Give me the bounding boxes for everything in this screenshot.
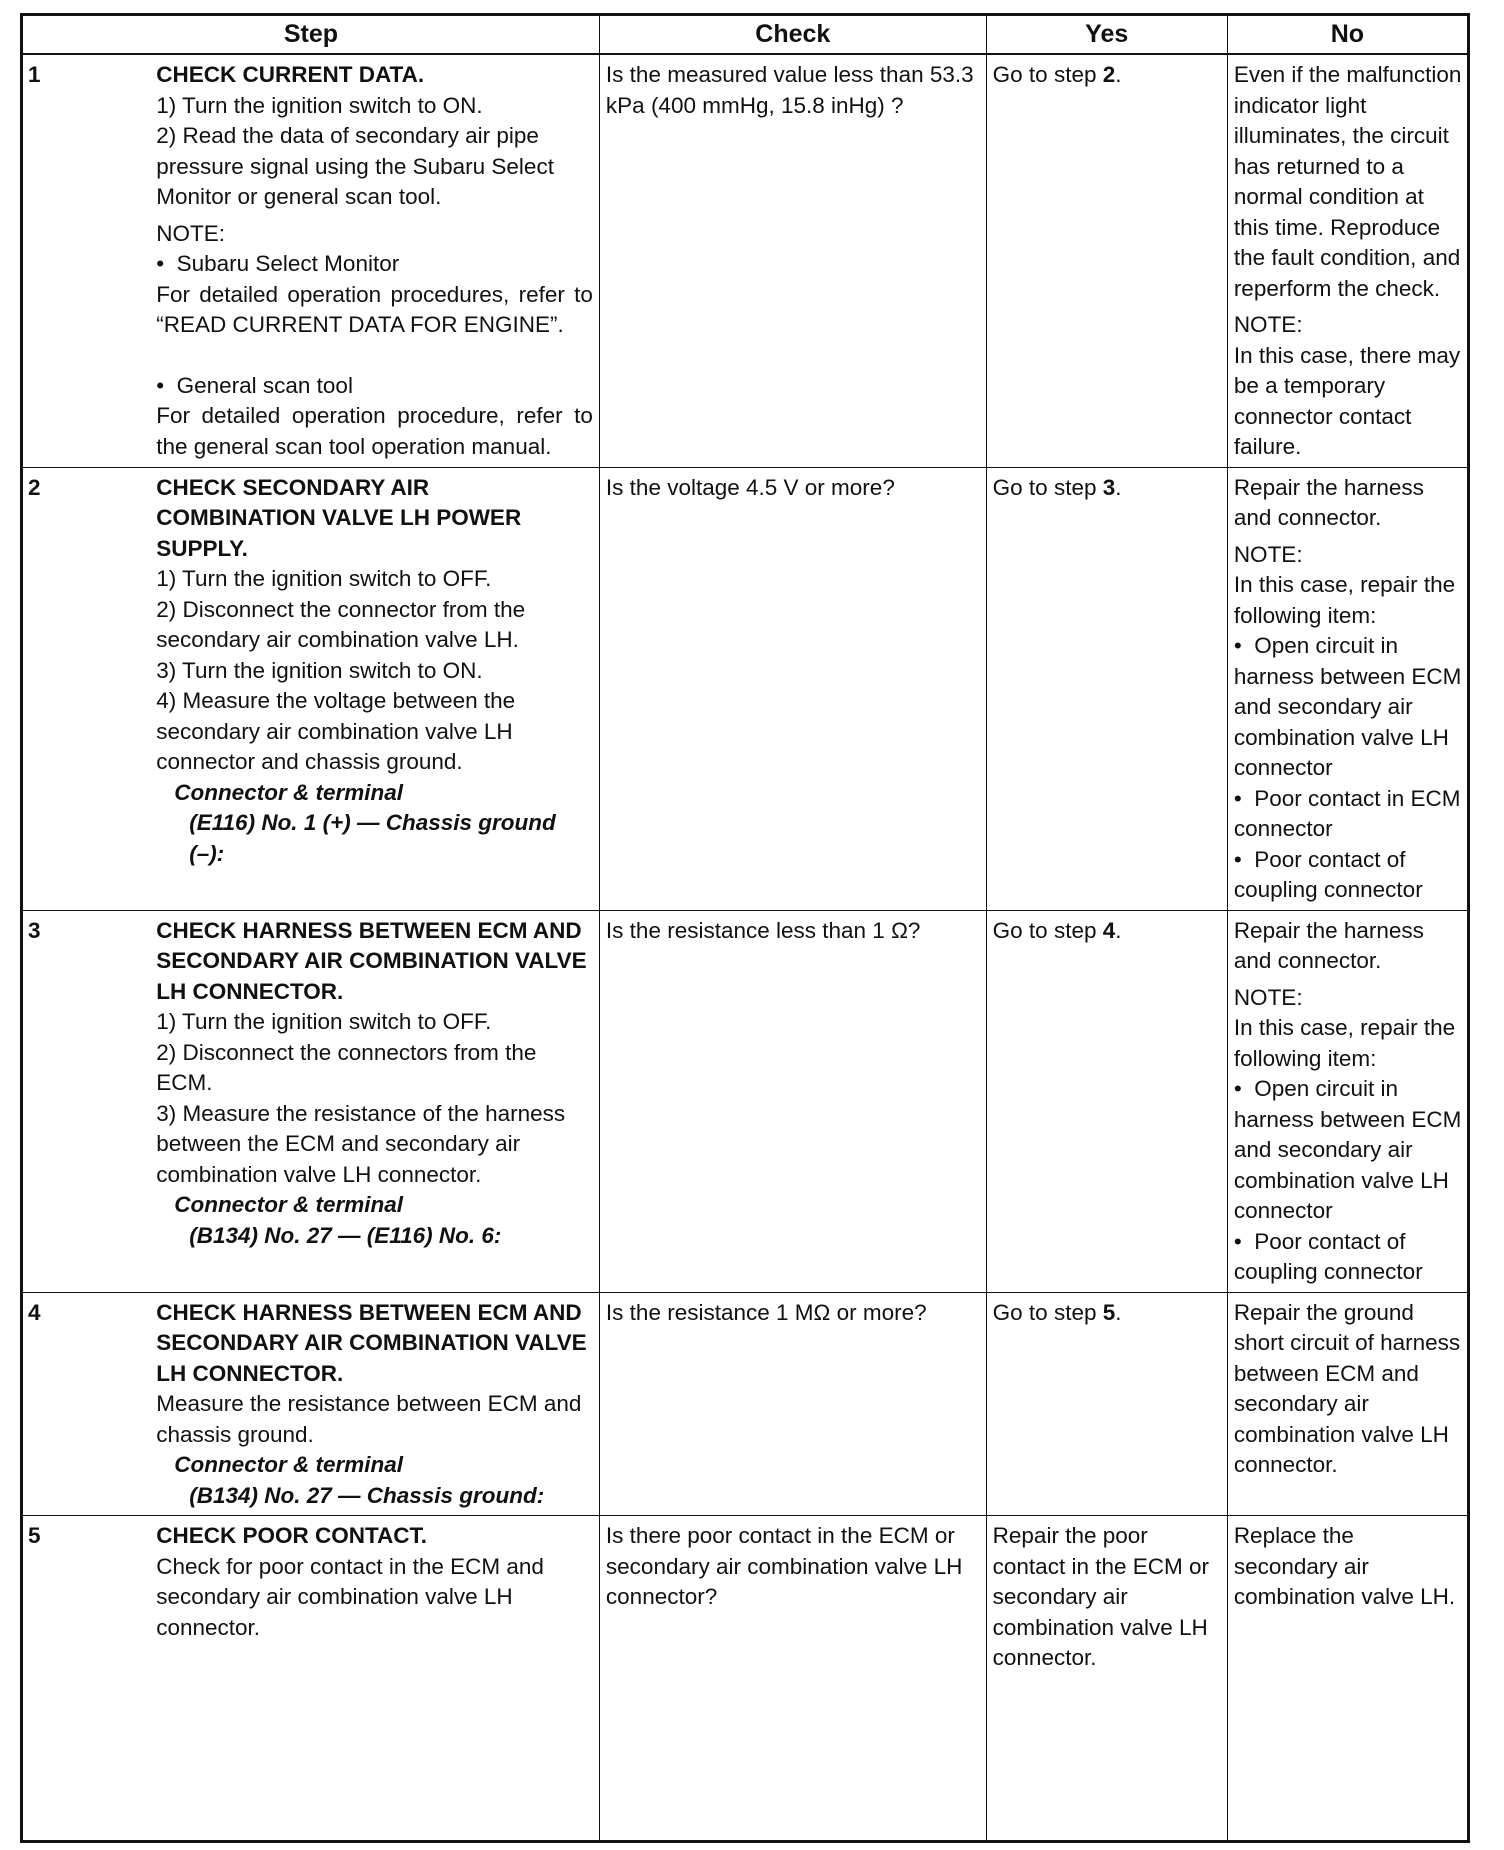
step-instruction: 2) Disconnect the connector from the secondary air combination valve LH.: [156, 596, 526, 652]
no-note-bullet: • Poor contact of coupling connector: [1234, 1227, 1463, 1288]
step-instruction: 3) Measure the resistance of the harness between the ECM and secondary air combination valve LH connector.: [156, 1100, 566, 1187]
header-no: No: [1227, 15, 1468, 55]
check-cell: [599, 54, 986, 467]
check-cell: [599, 910, 986, 1292]
connector-label: Connector & terminal: [174, 1192, 403, 1217]
yes-cell: [986, 910, 1227, 1292]
step-cell: [156, 1292, 599, 1516]
no-note-bullet: • Poor contact of coupling connector: [1234, 845, 1463, 906]
step-cell: [156, 54, 599, 467]
step-cell: [156, 1516, 599, 1842]
no-note-bullet: • Open circuit in harness between ECM and secondary air combination valve LH connector: [1234, 631, 1463, 784]
step-title: CHECK HARNESS BETWEEN ECM AND SECONDARY AIR COMBINATION VALVE LH CONNECTOR.: [156, 1299, 587, 1386]
step-number: 4: [22, 1292, 157, 1516]
yes-cell: [986, 467, 1227, 910]
step-note-text: For detailed operation procedures, refer to “READ CURRENT DATA FOR ENGINE”.: [156, 281, 593, 337]
no-cell: [1227, 1292, 1468, 1516]
check-cell: [599, 467, 986, 910]
step-instruction: 2) Read the data of secondary air pipe pressure signal using the Subaru Select Monitor or general scan tool.: [156, 123, 554, 209]
yes-action: Go to step 4.: [992, 917, 1122, 943]
no-action: Repair the ground short circuit of harness between ECM and secondary air combination valve LH connector.: [1233, 1299, 1461, 1477]
no-note-text: In this case, repair the following item:: [1233, 1015, 1456, 1071]
check-question: Is the measured value less than 53.3 kPa (400 mmHg, 15.8 inHg) ?: [605, 62, 974, 118]
check-cell: [599, 1516, 986, 1842]
step-instruction: 3) Turn the ignition switch to ON.: [156, 657, 483, 683]
table-row: [22, 1292, 1469, 1516]
yes-cell: [986, 1292, 1227, 1516]
no-action: Repair the harness and connector.: [1233, 917, 1424, 973]
step-instruction: 1) Turn the ignition switch to OFF.: [156, 566, 492, 591]
terminal-spec: (B134) No. 27 — (E116) No. 6:: [189, 1222, 502, 1248]
step-instruction: Check for poor contact in the ECM and secondary air combination valve LH connector.: [156, 1553, 544, 1640]
yes-action: Go to step 2.: [992, 62, 1122, 87]
table-row: [22, 910, 1469, 1292]
no-note-text: In this case, there may be a temporary connector contact failure.: [1233, 342, 1461, 459]
step-cell: [156, 910, 599, 1292]
table-row: [22, 1516, 1469, 1842]
step-number: 3: [22, 910, 157, 1292]
connector-label: Connector & terminal: [174, 1452, 403, 1477]
step-number: 1: [22, 54, 157, 467]
yes-cell: [986, 54, 1227, 467]
no-note-label: NOTE:: [1233, 312, 1303, 337]
header-step: Step: [22, 15, 600, 55]
step-instruction: 2) Disconnect the connectors from the ECM.: [156, 1039, 537, 1095]
table-row: [22, 467, 1469, 910]
no-cell: [1227, 54, 1468, 467]
step-title: CHECK POOR CONTACT.: [156, 1523, 428, 1548]
yes-action: Go to step 5.: [992, 1299, 1122, 1325]
diagnostic-table: [20, 13, 1470, 1843]
no-note-text: In this case, repair the following item:: [1233, 572, 1456, 628]
check-question: Is the resistance 1 MΩ or more?: [605, 1299, 927, 1325]
no-note-label: NOTE:: [1233, 541, 1303, 567]
no-cell: [1227, 910, 1468, 1292]
step-note-text: For detailed operation procedure, refer to the general scan tool operation manual.: [156, 403, 593, 459]
header-yes: Yes: [986, 15, 1227, 55]
step-title: CHECK HARNESS BETWEEN ECM AND SECONDARY AIR COMBINATION VALVE LH CONNECTOR.: [156, 917, 587, 1004]
no-note-bullet: • Poor contact in ECM connector: [1234, 784, 1463, 845]
step-cell: [156, 467, 599, 910]
no-cell: [1227, 467, 1468, 910]
yes-action: Go to step 3.: [992, 474, 1122, 500]
check-question: Is the resistance less than 1 Ω?: [605, 917, 921, 943]
header-row: [22, 15, 1469, 55]
no-cell: [1227, 1516, 1468, 1842]
header-check: Check: [599, 15, 986, 55]
step-note-bullet: • General scan tool: [156, 371, 593, 402]
step-instruction: 1) Turn the ignition switch to ON.: [156, 92, 483, 118]
terminal-spec: (B134) No. 27 — Chassis ground:: [189, 1482, 545, 1508]
check-question: Is the voltage 4.5 V or more?: [605, 474, 895, 500]
step-title: CHECK CURRENT DATA.: [156, 62, 425, 87]
step-instruction: 4) Measure the voltage between the secondary air combination valve LH connector and chassis ground.: [156, 688, 516, 774]
connector-label: Connector & terminal: [174, 779, 403, 805]
step-title: CHECK SECONDARY AIR COMBINATION VALVE LH POWER SUPPLY.: [156, 474, 522, 561]
yes-action: Repair the poor contact in the ECM or secondary air combination valve LH connector.: [992, 1523, 1209, 1670]
step-instruction: 1) Turn the ignition switch to OFF.: [156, 1009, 492, 1034]
yes-cell: [986, 1516, 1227, 1842]
terminal-spec: (E116) No. 1 (+) — Chassis ground (–):: [189, 810, 556, 866]
no-note-label: NOTE:: [1233, 984, 1303, 1010]
no-action: Replace the secondary air combination valve LH.: [1233, 1523, 1456, 1609]
no-note-bullet: • Open circuit in harness between ECM and secondary air combination valve LH connector: [1234, 1074, 1463, 1227]
check-question: Is there poor contact in the ECM or secondary air combination valve LH connector?: [605, 1523, 963, 1609]
no-action: Repair the harness and connector.: [1233, 474, 1424, 530]
no-action: Even if the malfunction indicator light illuminates, the circuit has returned to a normal condition at this time. Reproduce the fault condition, and reperform the check.: [1233, 62, 1462, 301]
check-cell: [599, 1292, 986, 1516]
step-note-bullet: • Subaru Select Monitor: [156, 249, 593, 280]
table-row: [22, 54, 1469, 467]
step-number: 5: [22, 1516, 157, 1842]
step-note-label: NOTE:: [156, 220, 225, 246]
step-instruction: Measure the resistance between ECM and chassis ground.: [156, 1391, 582, 1447]
step-number: 2: [22, 467, 157, 910]
